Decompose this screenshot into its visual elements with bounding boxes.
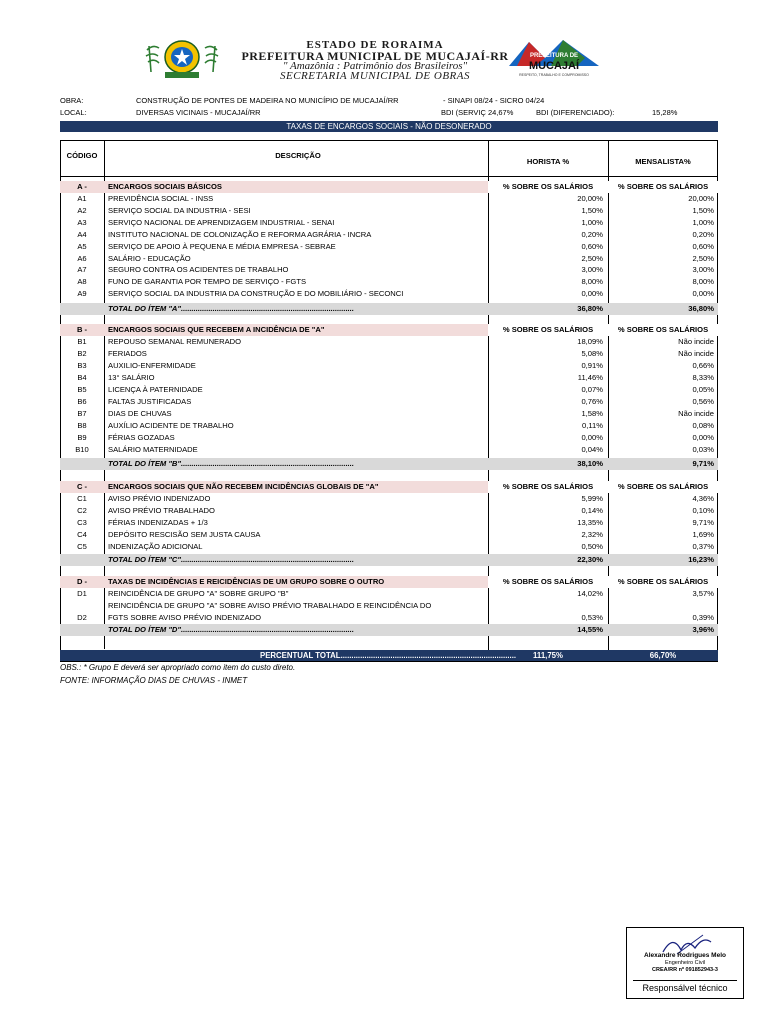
row-mensalista: 0,56% xyxy=(692,397,714,406)
percentual-total-horista: 111,75% xyxy=(533,651,563,660)
percentual-total-row xyxy=(60,650,718,661)
table-row xyxy=(60,205,718,217)
row-code: C3 xyxy=(77,518,87,527)
table-row xyxy=(60,517,718,529)
row-mensalista: 0,20% xyxy=(692,229,714,239)
obra-value: CONSTRUÇÃO DE PONTES DE MADEIRA NO MUNICÍPIO DE MUCAJAÍ/RR xyxy=(136,96,399,105)
group-b-header: B - ENCARGOS SOCIAIS QUE RECEBEM A INCIDÊNCIA DE "A" % SOBRE OS SALÁRIOS % SOBRE OS SALÁRIOS xyxy=(60,324,718,336)
row-code: B2 xyxy=(77,349,87,358)
table-row xyxy=(60,217,718,229)
row-description: SERVIÇO DE APOIO À PEQUENA E MÉDIA EMPRESA - SEBRAE xyxy=(108,241,336,251)
fonte-note: FONTE: INFORMAÇÃO DIAS DE CHUVAS - INMET xyxy=(60,676,248,685)
table-row xyxy=(60,253,718,265)
row-code: A8 xyxy=(77,277,87,287)
row-description: AVISO PRÉVIO TRABALHADO xyxy=(108,506,215,515)
row-code: B7 xyxy=(77,409,87,418)
row-horista: 11,46% xyxy=(577,373,603,382)
row-code: B9 xyxy=(77,433,87,442)
row-mensalista: 0,00% xyxy=(692,289,714,299)
bdi-servico: BDI (SERVIÇ 24,67% xyxy=(441,108,514,117)
group-b-total: TOTAL DO ÍTEM "B".................................................................................. 38,10% 9,71% xyxy=(60,458,718,470)
row-code: B8 xyxy=(77,421,87,430)
local-label: LOCAL: xyxy=(60,108,87,117)
stamp-caption: Responsálvel técnico xyxy=(642,983,728,993)
row-code: C4 xyxy=(77,530,87,539)
row-code: B3 xyxy=(77,361,87,370)
row-description: DIAS DE CHUVAS xyxy=(108,409,172,418)
table-row xyxy=(60,241,718,253)
row-mensalista: Não incide xyxy=(678,337,714,346)
stamp-role: Engenheiro Civil xyxy=(664,960,706,966)
header-line-prefeitura: PREFEITURA MUNICIPAL DE MUCAJAÍ-RR xyxy=(241,49,509,63)
row-horista: 3,00% xyxy=(581,265,603,275)
row-mensalista: 0,60% xyxy=(692,241,714,251)
obra-label: OBRA: xyxy=(60,96,84,105)
row-code: A7 xyxy=(77,265,87,275)
row-mensalista: Não incide xyxy=(678,409,714,418)
row-description: 13° SALÁRIO xyxy=(108,373,155,382)
row-mensalista: 0,37% xyxy=(692,542,714,551)
table-row xyxy=(60,541,718,553)
row-horista: 8,00% xyxy=(581,277,603,287)
row-horista: 20,00% xyxy=(577,194,603,203)
row-horista: 2,50% xyxy=(581,253,603,263)
row-horista: 13,35% xyxy=(577,518,603,527)
row-horista: 0,50% xyxy=(581,542,603,551)
row-description: FUNO DE GARANTIA POR TEMPO DE SERVIÇO - FGTS xyxy=(108,277,307,287)
row-horista: 0,04% xyxy=(581,445,603,454)
row-horista: 0,11% xyxy=(582,421,603,430)
table-row xyxy=(60,444,718,456)
row-code: A9 xyxy=(77,289,87,299)
table-row xyxy=(60,420,718,432)
row-mensalista: 0,00% xyxy=(692,433,714,442)
group-c-header: C - ENCARGOS SOCIAIS QUE NÃO RECEBEM INCIDÊNCIAS GLOBAIS DE "A" % SOBRE OS SALÁRIOS % SOBRE OS SALÁRIOS xyxy=(60,481,718,493)
row-mensalista: Não incide xyxy=(678,349,714,358)
logo-top-text: PREFEITURA DE xyxy=(529,53,579,59)
row-description: AVISO PRÉVIO INDENIZADO xyxy=(108,494,211,503)
bdi-diferenciado-value: 15,28% xyxy=(652,108,678,117)
row-mensalista: 8,33% xyxy=(692,373,714,382)
local-value: DIVERSAS VICINAIS - MUCAJAÍ/RR xyxy=(136,108,261,117)
row-description: FÉRIAS GOZADAS xyxy=(108,433,175,442)
row-horista: 0,20% xyxy=(581,229,603,239)
group-d-header: D - TAXAS DE INCIDÊNCIAS E REICIDÊNCIAS DE UM GRUPO SOBRE O OUTRO % SOBRE OS SALÁRIOS % SOBRE OS SALÁRIOS xyxy=(60,576,718,588)
row-mensalista: 0,03% xyxy=(692,445,714,454)
row-description: REPOUSO SEMANAL REMUNERADO xyxy=(108,337,242,346)
row-description: SALÁRIO - EDUCAÇÃO xyxy=(108,253,191,263)
table-row xyxy=(60,372,718,384)
percentual-total-mensalista: 66,70% xyxy=(649,651,677,660)
row-description: FÉRIAS INDENIZADAS + 1/3 xyxy=(108,518,208,527)
row-description: SERVIÇO NACIONAL DE APRENDIZAGEM INDUSTRIAL - SENAI xyxy=(108,217,335,227)
table-row xyxy=(60,408,718,420)
row-mensalista: 9,71% xyxy=(692,518,714,527)
row-description: SERVIÇO SOCIAL DA INDUSTRIA - SESI xyxy=(108,205,251,215)
row-horista: 0,07% xyxy=(581,385,603,394)
table-row xyxy=(60,276,718,288)
table-row xyxy=(60,336,718,348)
header-line-secretaria: SECRETARIA MUNICIPAL DE OBRAS xyxy=(280,70,470,82)
row-mensalista: 1,00% xyxy=(692,217,714,227)
row-code: A3 xyxy=(77,217,87,227)
bdi-diferenciado-label: BDI (DIFERENCIADO): xyxy=(536,108,615,117)
row-code: B6 xyxy=(77,397,87,406)
row-horista: 2,32% xyxy=(581,530,603,539)
row-description: LICENÇA À PATERNIDADE xyxy=(108,385,203,394)
header-line-state: ESTADO DE RORAIMA xyxy=(306,39,444,51)
row-mensalista: 8,00% xyxy=(692,277,714,287)
row-code: A4 xyxy=(77,229,87,239)
row-code: C2 xyxy=(77,506,87,515)
row-horista: 0,00% xyxy=(581,289,603,299)
percentual-total-label: PERCENTUAL TOTAL................................................................................. xyxy=(260,651,517,660)
table-row: D2 FGTS SOBRE AVISO PRÉVIO INDENIZADO 0,53% 0,39% xyxy=(77,613,714,622)
sinapi-ref: - SINAPI 08/24 - SICRO 04/24 xyxy=(443,96,545,105)
table-row xyxy=(60,264,718,276)
row-horista: 18,09% xyxy=(577,337,603,346)
row-mensalista: 2,50% xyxy=(692,253,714,263)
col-header-horista: HORISTA % xyxy=(526,157,570,166)
logo-main-text: MUCAJAÍ xyxy=(528,60,580,72)
table-row xyxy=(60,432,718,444)
row-code: B4 xyxy=(77,373,87,382)
obs-note: OBS.: * Grupo E deverá ser apropriado como item do custo direto. xyxy=(60,663,296,672)
table-row xyxy=(60,193,718,205)
row-code: B10 xyxy=(75,445,89,454)
row-description: INDENIZAÇÃO ADICIONAL xyxy=(108,542,203,551)
row-horista: 0,14% xyxy=(581,506,603,515)
row-code: A1 xyxy=(77,194,87,203)
row-horista: 5,08% xyxy=(581,349,603,358)
col-header-mensalista: MENSALISTA% xyxy=(635,157,691,166)
row-description: DEPÓSITO RESCISÃO SEM JUSTA CAUSA xyxy=(108,530,261,539)
row-horista: 0,00% xyxy=(581,433,603,442)
row-code: C1 xyxy=(77,494,87,503)
prefeitura-mucajai-logo xyxy=(505,38,603,80)
row-mensalista: 0,05% xyxy=(692,385,714,394)
row-mensalista: 0,08% xyxy=(692,421,714,430)
table-row xyxy=(60,288,718,300)
row-code: B1 xyxy=(77,337,87,346)
table-row xyxy=(60,384,718,396)
group-c-total: TOTAL DO ÍTEM "C".................................................................................. 22,30% 16,23% xyxy=(60,554,718,566)
row-horista: 0,76% xyxy=(581,397,603,406)
table-row xyxy=(60,529,718,541)
row-horista: 1,50% xyxy=(581,205,603,215)
row-code: C5 xyxy=(77,542,87,551)
row-code: A2 xyxy=(77,205,87,215)
signature-stamp xyxy=(626,927,744,999)
col-header-codigo: CÓDIGO xyxy=(66,151,98,160)
row-horista: 5,99% xyxy=(581,494,603,503)
row-mensalista: 0,10% xyxy=(692,506,714,515)
row-code: A5 xyxy=(77,241,87,251)
row-code: A6 xyxy=(77,253,87,263)
row-mensalista: 1,69% xyxy=(692,530,714,539)
row-mensalista: 4,36% xyxy=(692,494,714,503)
header-line-slogan: " Amazônia : Patrimônio dos Brasileiros" xyxy=(282,60,468,72)
stamp-crea: CREA/RR nº 091852943-3 xyxy=(652,967,718,973)
stamp-name: Alexandre Rodrigues Melo xyxy=(644,952,726,959)
encargos-table xyxy=(60,140,718,662)
table-row: D1 REINCIDÊNCIA DE GRUPO "A" SOBRE GRUPO "B" 14,02% 3,57% xyxy=(77,589,714,598)
table-row xyxy=(60,360,718,372)
row-mensalista: 3,00% xyxy=(692,265,714,275)
row-code: B5 xyxy=(77,385,87,394)
group-a-total: TOTAL DO ÍTEM "A".................................................................................. 36,80% 36,80% xyxy=(60,303,718,315)
logo-sub-text: RESPEITO, TRABALHO E COMPROMISSO xyxy=(519,73,589,77)
col-header-descricao: DESCRIÇÃO xyxy=(275,151,321,160)
row-mensalista: 20,00% xyxy=(688,194,714,203)
row-description: FALTAS JUSTIFICADAS xyxy=(108,397,192,406)
row-description: SEGURO CONTRA OS ACIDENTES DE TRABALHO xyxy=(108,265,289,275)
row-horista: 1,58% xyxy=(581,409,603,418)
row-description: FERIADOS xyxy=(108,349,147,358)
row-description: PREVIDÊNCIA SOCIAL - INSS xyxy=(108,194,214,203)
group-a-header: A - ENCARGOS SOCIAIS BÁSICOS % SOBRE OS SALÁRIOS % SOBRE OS SALÁRIOS xyxy=(60,181,718,193)
table-row xyxy=(60,229,718,241)
row-mensalista: 0,66% xyxy=(692,361,714,370)
row-description: AUXÍLIO ACIDENTE DE TRABALHO xyxy=(108,421,234,430)
row-horista: 0,91% xyxy=(581,361,603,370)
row-horista: 0,60% xyxy=(581,241,603,251)
row-mensalista: 1,50% xyxy=(692,205,714,215)
group-d-total: TOTAL DO ÍTEM "D".................................................................................. 14,55% 3,96% xyxy=(60,624,718,636)
table-row xyxy=(60,493,718,505)
row-description: AUXILIO-ENFERMIDADE xyxy=(108,361,196,370)
row-description: SERVIÇO SOCIAL DA INDUSTRIA DA CONSTRUÇÃO E DO MOBILIÁRIO - SECONCI xyxy=(108,289,404,299)
table-row xyxy=(60,396,718,408)
row-description: SALÁRIO MATERNIDADE xyxy=(108,445,198,454)
row-description: INSTITUTO NACIONAL DE COLONIZAÇÃO E REFORMA AGRÁRIA - INCRA xyxy=(108,229,372,239)
table-row xyxy=(60,505,718,517)
table-row: REINCIDÊNCIA DE GRUPO "A" SOBRE AVISO PRÉVIO TRABALHADO E REINCIDÊNCIA DO xyxy=(108,601,432,610)
table-row xyxy=(60,348,718,360)
table-title: TAXAS DE ENCARGOS SOCIAIS - NÃO DESONERADO xyxy=(60,121,718,132)
row-horista: 1,00% xyxy=(581,217,603,227)
